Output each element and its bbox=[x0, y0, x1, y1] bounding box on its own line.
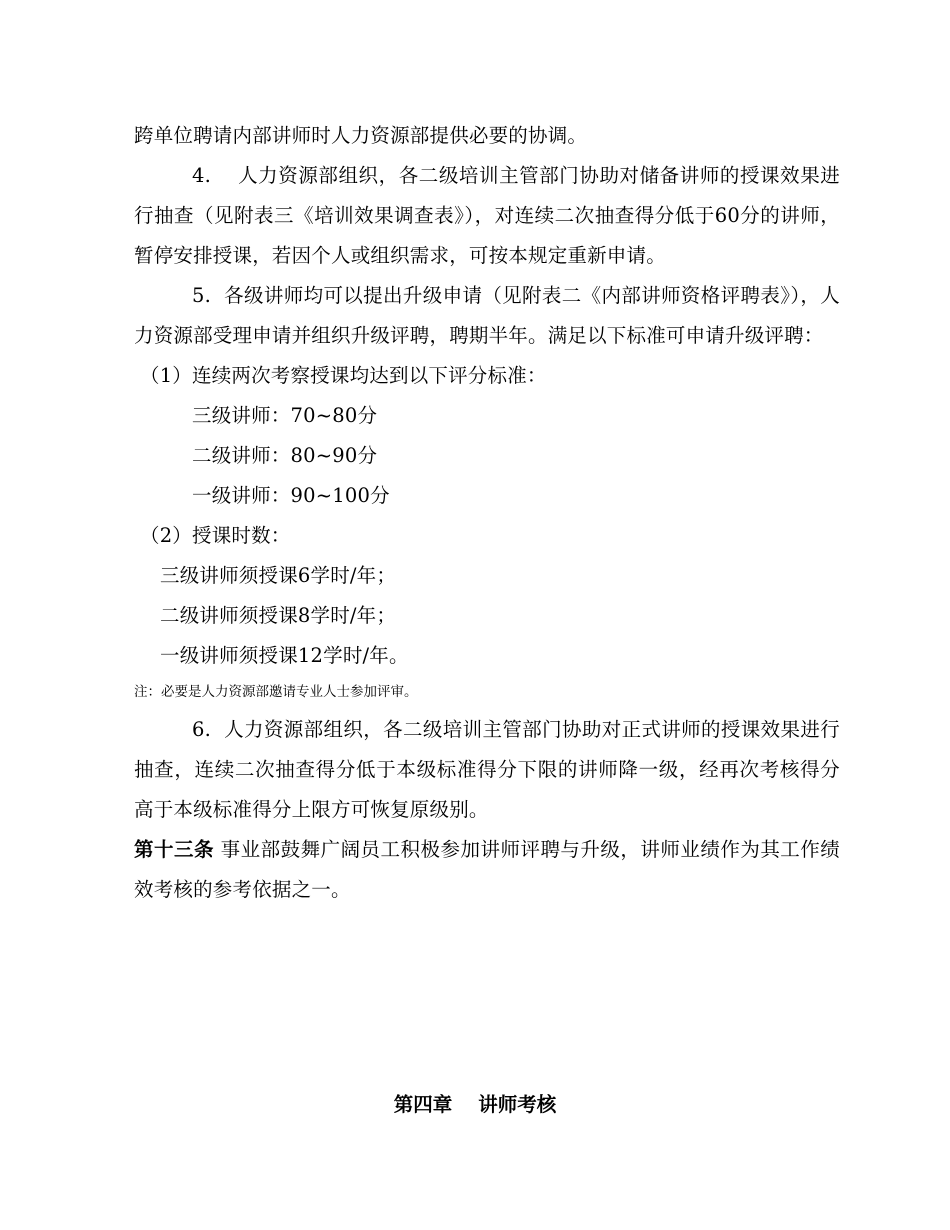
document-body bbox=[134, 116, 840, 910]
item-text: 各级讲师均可以提出升级申请（见附表二《内部讲师资格评聘表》），人力资源部受理申请并组织升级评聘，聘期半年。满足以下标准可申请升级评聘： bbox=[134, 284, 840, 347]
review-note: 注：必要是人力资源部邀请专业人士参加评审。 bbox=[134, 684, 418, 700]
paragraph-item-6 bbox=[134, 710, 840, 830]
paragraph-coordination: 跨单位聘请内部讲师时人力资源部提供必要的协调。 bbox=[134, 124, 588, 147]
chapter-number: 第四章 bbox=[393, 1093, 453, 1116]
score-level-2: 二级讲师：80~90分 bbox=[192, 444, 378, 467]
paragraph-item-5 bbox=[134, 276, 840, 356]
article-13 bbox=[134, 830, 840, 910]
score-level-3: 三级讲师：70~80分 bbox=[192, 404, 378, 427]
paragraph-item-4 bbox=[134, 156, 840, 276]
article-text: 事业部鼓舞广阔员工积极参加讲师评聘与升级，讲师业绩作为其工作绩效考核的参考依据之一。 bbox=[134, 838, 840, 901]
article-label: 第十三条 bbox=[134, 838, 214, 861]
sub-item-2: （2）授课时数： bbox=[140, 524, 291, 547]
chapter-heading bbox=[0, 1087, 950, 1123]
hours-level-1: 一级讲师须授课12学时/年。 bbox=[160, 644, 409, 667]
item-number: 5. bbox=[192, 284, 212, 307]
item-text: 人力资源部组织，各二级培训主管部门协助对正式讲师的授课效果进行抽查，连续二次抽查得分低于本级标准得分下限的讲师降一级，经再次考核得分高于本级标准得分上限方可恢复原级别。 bbox=[134, 718, 840, 821]
hours-level-2: 二级讲师须授课8学时/年； bbox=[160, 604, 397, 627]
hours-level-3: 三级讲师须授课6学时/年； bbox=[160, 564, 397, 587]
item-number: 4. bbox=[192, 164, 212, 187]
score-level-1: 一级讲师：90~100分 bbox=[192, 484, 390, 507]
chapter-title: 讲师考核 bbox=[478, 1093, 557, 1116]
item-number: 6. bbox=[192, 718, 212, 741]
sub-item-1: （1）连续两次考察授课均达到以下评分标准： bbox=[140, 364, 547, 387]
item-text: 人力资源部组织，各二级培训主管部门协助对储备讲师的授课效果进行抽查（见附表三《培训效果调查表》），对连续二次抽查得分低于60分的讲师，暂停安排授课，若因个人或组织需求，可按本规定重新申请。 bbox=[134, 164, 840, 267]
